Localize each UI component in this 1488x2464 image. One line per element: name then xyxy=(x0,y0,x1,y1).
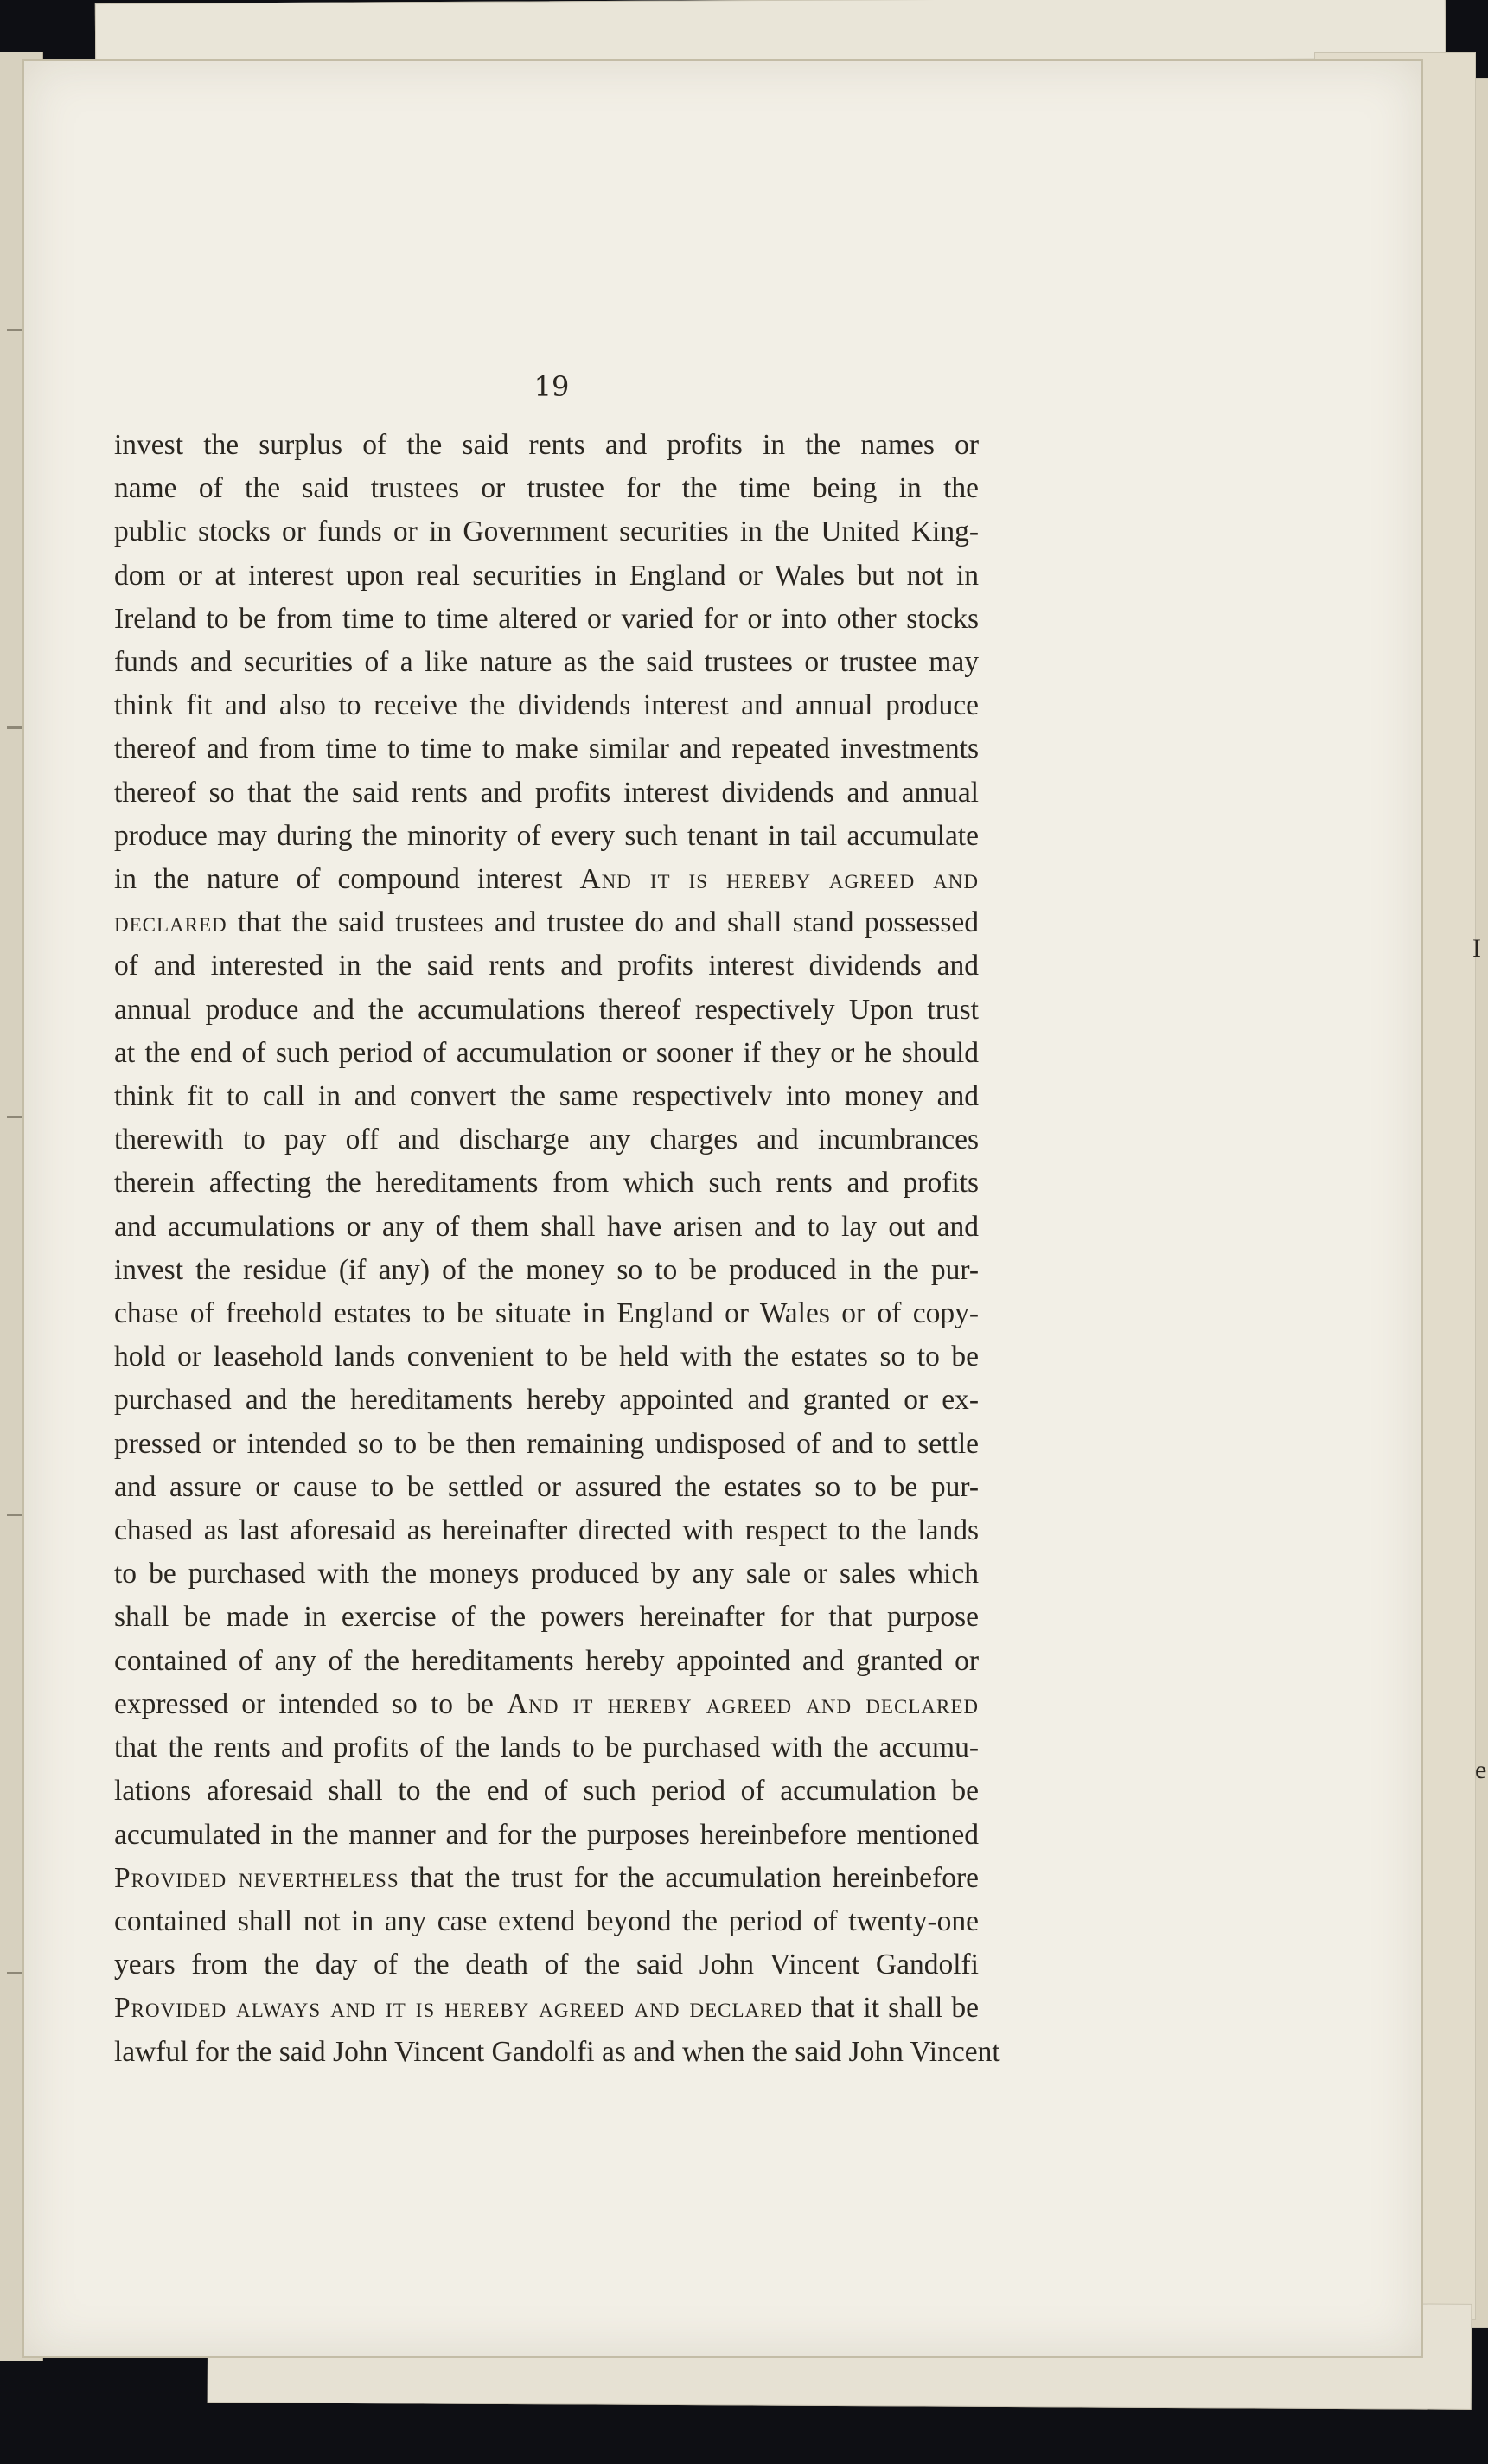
text-line xyxy=(114,989,979,1032)
text-line xyxy=(114,554,979,598)
text-line xyxy=(114,1683,979,1726)
document-page xyxy=(22,59,1423,2358)
text-segment: think fit and also to receive the dividends interest and annual produce xyxy=(114,689,979,722)
text-line xyxy=(114,510,979,554)
text-segment: hold or leasehold lands convenient to be held with the estates so to be xyxy=(114,1341,979,1373)
text-line xyxy=(114,1249,979,1292)
text-line xyxy=(114,901,979,944)
text-segment: that the rents and profits of the lands to be purchased with the accumu- xyxy=(114,1731,979,1764)
text-segment: therein affecting the hereditaments from which such rents and profits xyxy=(114,1167,979,1200)
text-segment: think fit to call in and convert the same respectivelv into money and xyxy=(114,1080,979,1113)
text-line xyxy=(114,1379,979,1422)
text-line xyxy=(114,771,979,815)
text-line xyxy=(114,1292,979,1335)
text-segment: chased as last aforesaid as hereinafter directed with respect to the lands xyxy=(114,1514,979,1547)
text-segment: pressed or intended so to be then remaining undisposed of and to settle xyxy=(114,1427,979,1460)
text-segment: lations aforesaid shall to the end of such period of accumulation be xyxy=(114,1775,979,1808)
text-segment: that the said trustees and trustee do and shall stand possessed xyxy=(227,906,979,939)
text-segment: to be purchased with the moneys produced by any sale or sales which xyxy=(114,1558,979,1590)
text-line xyxy=(114,1335,979,1379)
text-line xyxy=(114,1900,979,1943)
text-segment: and accumulations or any of them shall have arisen and to lay out and xyxy=(114,1210,979,1243)
text-segment: accumulated in the manner and for the purposes hereinbefore mentioned xyxy=(114,1818,979,1851)
text-segment: of and interested in the said rents and profits interest dividends and xyxy=(114,950,979,982)
text-line xyxy=(114,1726,979,1770)
text-segment: purchased and the hereditaments hereby appointed and granted or ex- xyxy=(114,1384,979,1417)
text-segment: invest the surplus of the said rents and profits in the names or xyxy=(114,429,979,461)
text-line xyxy=(114,944,979,988)
small-caps-phrase: And it is hereby agreed and xyxy=(579,863,980,896)
text-line xyxy=(114,1118,979,1162)
text-line xyxy=(114,1509,979,1552)
text-segment: in the nature of compound interest xyxy=(114,863,580,896)
text-line xyxy=(114,815,979,858)
text-segment: that the trust for the accumulation hereinbefore xyxy=(399,1861,979,1894)
margin-fragment-upper: I xyxy=(1472,934,1481,963)
text-segment: that it shall be xyxy=(802,1992,979,2025)
text-line xyxy=(114,1814,979,1857)
text-line xyxy=(114,1857,979,1900)
text-segment: chase of freehold estates to be situate in England or Wales or of copy- xyxy=(114,1297,979,1330)
margin-fragment-lower: e xyxy=(1475,1756,1487,1784)
text-segment: lawful for the said John Vincent Gandolfi as and when the said John Vincent xyxy=(114,2035,1000,2068)
text-segment: thereof so that the said rents and profits interest dividends and annual xyxy=(114,776,979,809)
text-segment: contained of any of the hereditaments hereby appointed and granted or xyxy=(114,1644,979,1677)
small-caps-phrase: Provided always and it is hereby agreed and declared xyxy=(114,1992,803,2025)
text-line xyxy=(114,1423,979,1466)
text-segment: and assure or cause to be settled or assured the estates so to be pur- xyxy=(114,1470,979,1503)
text-segment: produce may during the minority of every such tenant in tail accumulate xyxy=(114,819,979,852)
body-text xyxy=(114,424,1000,2074)
small-caps-phrase: declared xyxy=(114,906,227,939)
text-line xyxy=(114,1206,979,1249)
text-line xyxy=(114,1466,979,1509)
text-segment: dom or at interest upon real securities in England or Wales but not in xyxy=(114,559,979,592)
text-line xyxy=(114,727,979,771)
text-line xyxy=(114,1552,979,1596)
text-line xyxy=(114,684,979,727)
small-caps-phrase: And it hereby agreed and declared xyxy=(507,1687,979,1720)
text-line xyxy=(114,598,979,641)
text-line xyxy=(114,1640,979,1683)
text-line xyxy=(114,1075,979,1118)
text-segment: shall be made in exercise of the powers hereinafter for that purpose xyxy=(114,1601,979,1634)
text-segment: Ireland to be from time to time altered or varied for or into other stocks xyxy=(114,602,979,635)
text-segment: annual produce and the accumulations thereof respectively Upon trust xyxy=(114,993,979,1026)
text-line xyxy=(114,467,979,510)
text-line xyxy=(114,1596,979,1639)
text-line xyxy=(114,2031,1000,2074)
text-line xyxy=(114,1987,979,2030)
text-segment: name of the said trustees or trustee for the time being in the xyxy=(114,472,979,505)
text-segment: contained shall not in any case extend beyond the period of twenty-one xyxy=(114,1904,979,1937)
text-segment: funds and securities of a like nature as the said trustees or trustee may xyxy=(114,646,979,679)
underlying-sheet-top xyxy=(95,0,1446,66)
text-segment: at the end of such period of accumulation or sooner if they or he should xyxy=(114,1036,979,1069)
text-line xyxy=(114,1032,979,1075)
text-segment: expressed or intended so to be xyxy=(114,1687,508,1720)
text-segment: invest the residue (if any) of the money so to be produced in the pur- xyxy=(114,1253,979,1286)
text-line xyxy=(114,1943,979,1987)
page-number: 19 xyxy=(533,370,570,403)
text-segment: thereof and from time to time to make similar and repeated investments xyxy=(114,733,979,765)
small-caps-phrase: Provided nevertheless xyxy=(114,1861,399,1894)
text-line xyxy=(114,858,979,901)
text-segment: therewith to pay off and discharge any charges and incumbrances xyxy=(114,1123,979,1156)
text-line xyxy=(114,641,979,684)
text-segment: public stocks or funds or in Government securities in the United King- xyxy=(114,515,979,548)
text-line xyxy=(114,424,979,467)
text-line xyxy=(114,1162,979,1205)
text-line xyxy=(114,1770,979,1813)
text-segment: years from the day of the death of the said John Vincent Gandolfi xyxy=(114,1949,979,1981)
